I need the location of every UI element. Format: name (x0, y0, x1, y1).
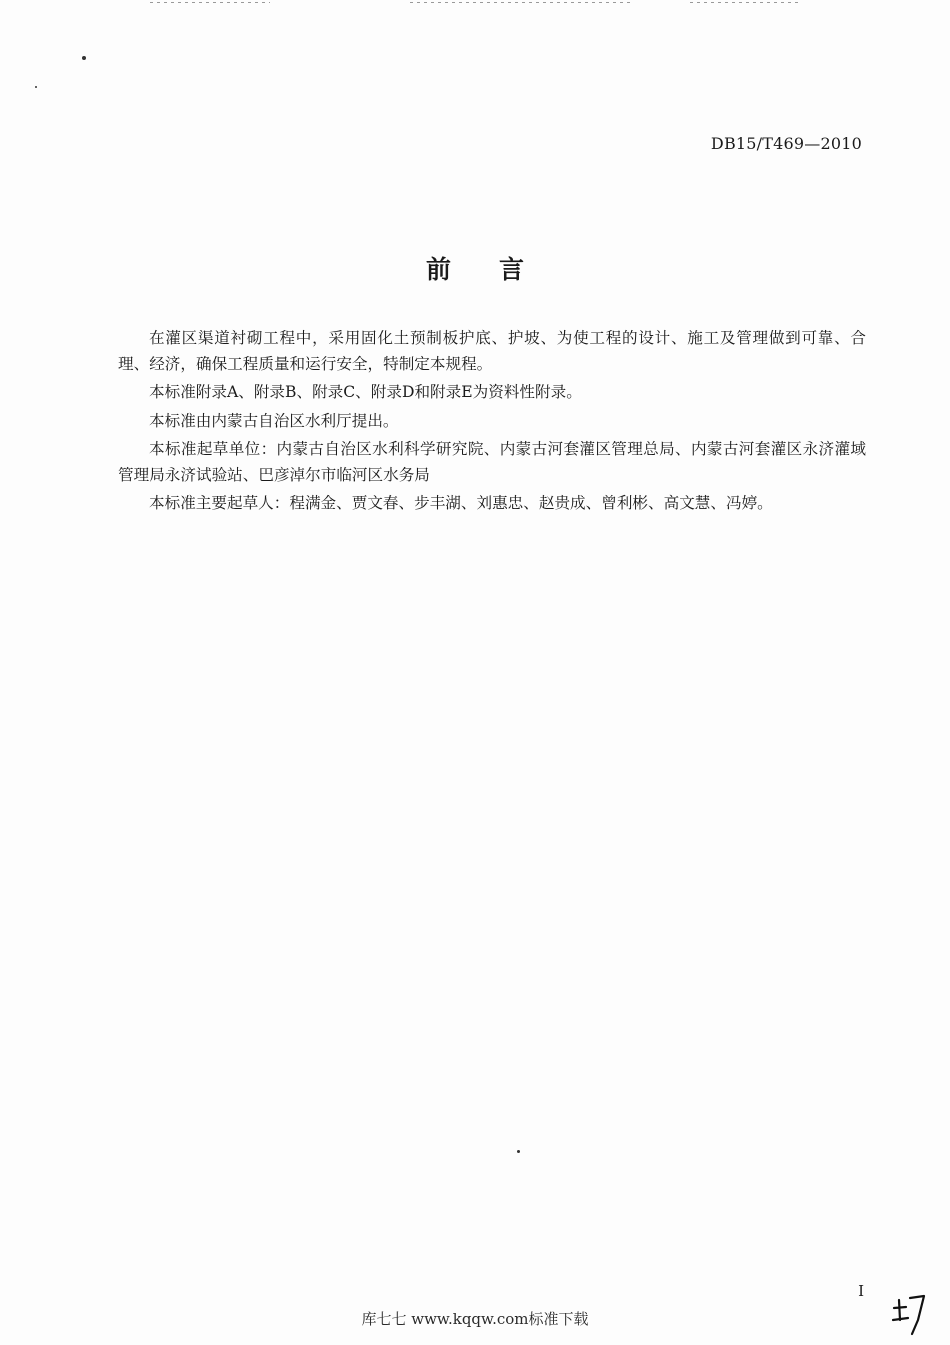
handwritten-mark (890, 1290, 930, 1338)
paragraph-appendices: 本标准附录A、附录B、附录C、附录D和附录E为资料性附录。 (149, 383, 582, 401)
scan-artifact (410, 2, 630, 3)
page-number: I (858, 1282, 864, 1300)
title-char-right: 言 (499, 255, 525, 284)
scan-speck (517, 1150, 520, 1153)
paragraph-purpose: 在灌区渠道衬砌工程中，采用固化土预制板护底、护坡、为使工程的设计、施工及管理做到可靠、合理、经济，确保工程质量和运行安全，特制定本规程。 (118, 329, 866, 373)
page-title (0, 250, 950, 286)
paragraph-drafters: 本标准主要起草人：程满金、贾文春、步丰湖、刘惠忠、赵贵成、曾利彬、高文慧、冯婷。 (149, 494, 773, 512)
scan-speck (35, 86, 37, 88)
document-code: DB15/T469—2010 (710, 134, 862, 153)
download-footer: 库七七 www.kqqw.com标准下载 (361, 1310, 589, 1328)
scan-artifact (150, 2, 270, 3)
scan-speck (82, 56, 86, 60)
foreword-body (118, 326, 866, 520)
paragraph-proposer: 本标准由内蒙古自治区水利厅提出。 (149, 411, 399, 430)
title-char-left: 前 (425, 255, 451, 284)
paragraph-drafting-units: 本标准起草单位：内蒙古自治区水利科学研究院、内蒙古河套灌区管理总局、内蒙古河套灌区永济灌域管理局永济试验站、巴彦淖尔市临河区水务局 (118, 440, 866, 484)
scan-artifact (690, 2, 800, 3)
